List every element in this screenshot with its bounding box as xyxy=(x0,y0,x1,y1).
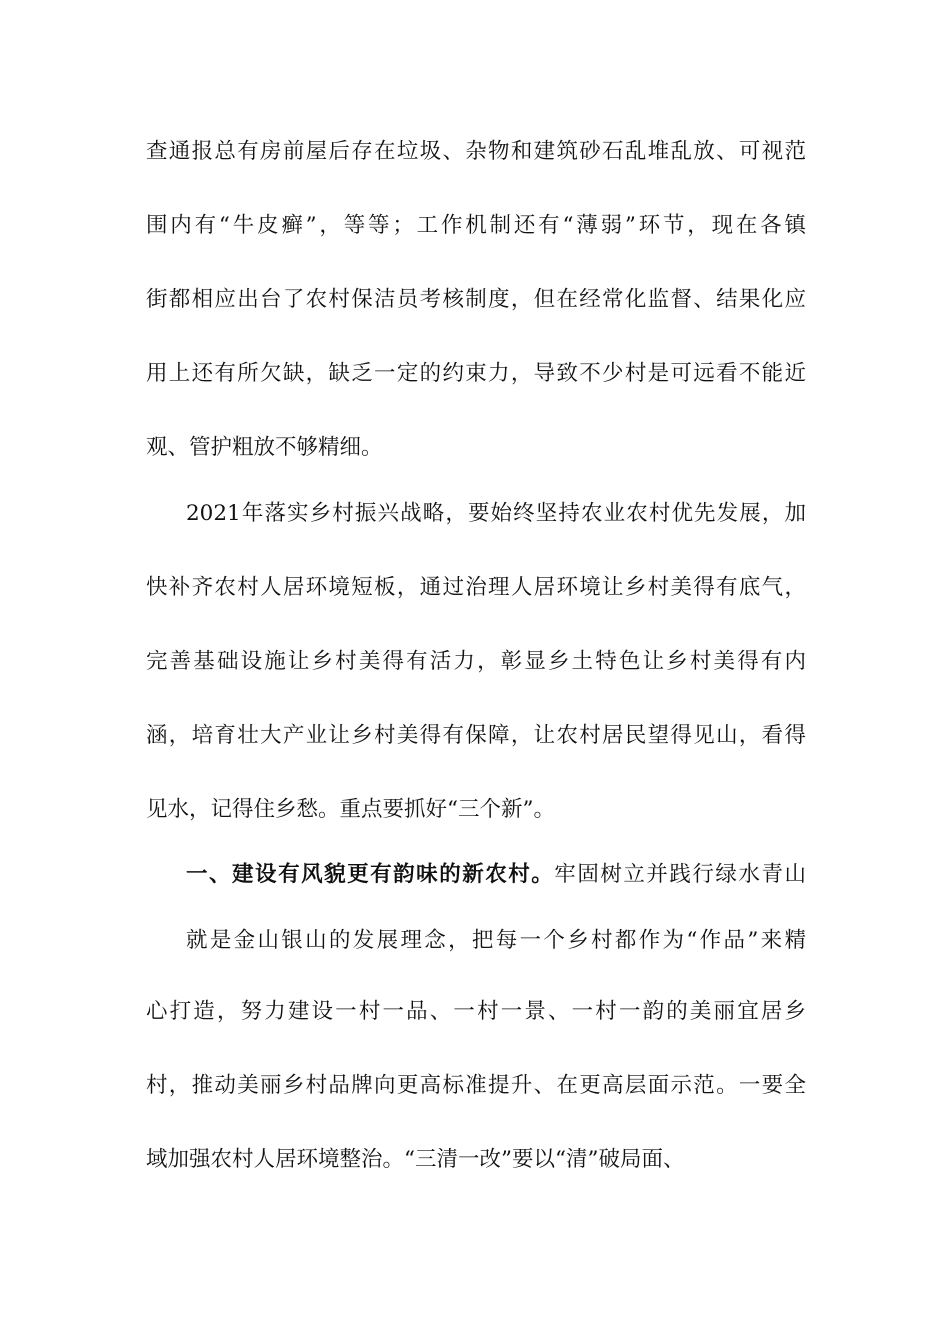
text-line: 村，推动美丽乡村品牌向更高标准提升、在更高层面示范。一要全 xyxy=(146,1073,806,1098)
text-line: 2021年落实乡村振兴战略，要始终坚持农业农村优先发展，加 xyxy=(186,501,806,526)
text-line: 街都相应出台了农村保洁员考核制度，但在经常化监督、结果化应 xyxy=(146,287,806,312)
heading-continuation: 牢固树立并践行绿水青山 xyxy=(554,862,806,887)
text-line: 完善基础设施让乡村美得有活力，彰显乡土特色让乡村美得有内 xyxy=(146,649,806,674)
text-line: 就是金山银山的发展理念，把每一个乡村都作为“作品”来精 xyxy=(186,928,806,953)
text-line: 域加强农村人居环境整治。“三清一改”要以“清”破局面、 xyxy=(146,1147,685,1172)
text-line: 见水，记得住乡愁。重点要抓好“三个新”。 xyxy=(146,797,555,822)
text-line: 快补齐农村人居环境短板，通过治理人居环境让乡村美得有底气， xyxy=(146,575,806,600)
text-line: 观、管护粗放不够精细。 xyxy=(146,435,383,460)
section-heading: 一、建设有风貌更有韵味的新农村。 xyxy=(186,862,555,887)
text-line: 涵，培育壮大产业让乡村美得有保障，让农村居民望得见山，看得 xyxy=(146,723,806,748)
text-line: 查通报总有房前屋后存在垃圾、杂物和建筑砂石乱堆乱放、可视范 xyxy=(146,139,806,164)
text-line: 围内有“牛皮癣”，等等；工作机制还有“薄弱”环节，现在各镇 xyxy=(146,213,806,238)
text-line: 心打造，努力建设一村一品、一村一景、一村一韵的美丽宜居乡 xyxy=(146,999,806,1024)
text-line: 用上还有所欠缺，缺乏一定的约束力，导致不少村是可远看不能近 xyxy=(146,361,806,386)
section-heading-line xyxy=(186,860,806,890)
